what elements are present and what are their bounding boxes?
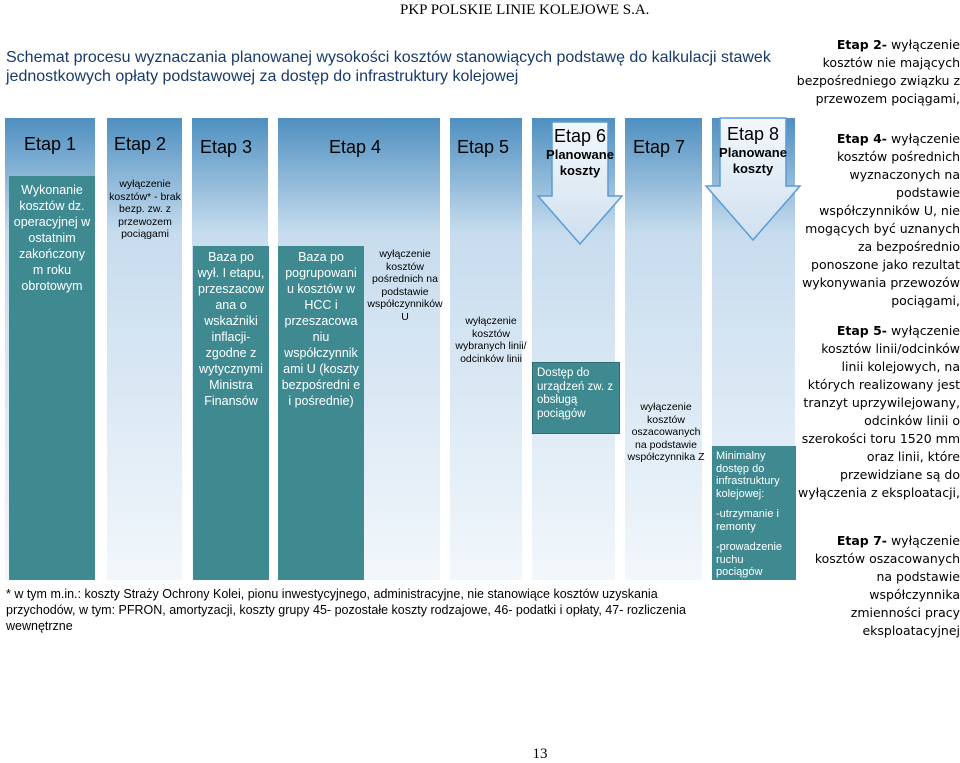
box-stage2: wyłączenie kosztów* - brak bezp. zw. z przewozem pociągami xyxy=(109,178,181,240)
stage-8-label: Etap 8 Planowane koszty xyxy=(719,124,787,176)
stage-3-label: Etap 3 xyxy=(199,137,253,157)
page-header: PKP POLSKIE LINIE KOLEJOWE S.A. xyxy=(400,2,650,18)
side-note-stage4: Etap 4- wyłączenie kosztów pośrednich wyznaczonych na podstawie współczynników U, nie mogących być uznanych za bezpośrednio ponoszone jako rezultat wykonywania przewozów pociągami, xyxy=(802,131,960,308)
box-stage6-access: Dostęp do urządzeń zw. z obsługą pociągów xyxy=(532,362,620,434)
box-stage4: Baza po pogrupowani u kosztów w HCC i przeszacowa niu współczynnik ami U (koszty bezpośredni e i pośrednie) xyxy=(278,246,364,580)
page-number: 13 xyxy=(532,746,548,762)
stage-2-label: Etap 2 xyxy=(113,134,167,154)
separator xyxy=(615,118,625,580)
box-stage3: Baza po wył. I etapu, przeszacow ana o wskaźniki inflacji-zgodne z wytycznymi Ministra Finansów xyxy=(193,246,269,580)
separator xyxy=(268,118,278,580)
stage-6-label: Etap 6 Planowane koszty xyxy=(546,126,614,178)
box-stage1: Wykonanie kosztów dz. operacyjnej w ostatnim zakończony m roku obrotowym xyxy=(9,176,95,580)
side-note-stage7: Etap 7- wyłączenie kosztów oszacowanych na podstawie współczynnika zmienności pracy eksploatacyjnej xyxy=(814,533,960,638)
stage-1-label: Etap 1 xyxy=(23,134,77,154)
stage-4-label: Etap 4 xyxy=(328,137,382,157)
box-stage5-exclusion: wyłączenie kosztów wybranych linii/ odcinków linii xyxy=(455,315,527,365)
box-stage8-minimal-access: Minimalny dostęp do infrastruktury kolejowej: -utrzymanie i remonty -prowadzenie ruchu pociągów xyxy=(712,446,796,580)
separator xyxy=(182,118,192,580)
separator xyxy=(440,118,450,580)
diagram-title: Schemat procesu wyznaczania planowanej wysokości kosztów stanowiących podstawę do kalkulacji stawek jednostkowych opłaty podstawowej za dostęp do infrastruktury kolejowej xyxy=(6,49,771,85)
side-note-stage2: Etap 2- wyłączenie kosztów nie mających bezpośredniego związku z przewozem pociągami, xyxy=(796,37,960,106)
stage-7-label: Etap 7 xyxy=(632,137,686,157)
separator xyxy=(95,118,107,580)
footnote: * w tym m.in.: koszty Straży Ochrony Kolei, pionu inwestycyjnego, administracyjne, nie stanowiące kosztów uzyskania przychodów, w tym: PFRON, amortyzacji, koszty grupy 45- pozostałe koszty rodzajowe, 46- podatki i opłaty, 47- rozliczenia wewnętrzne xyxy=(6,587,686,633)
box-stage7-exclusion: wyłączenie kosztów oszacowanych na podstawie współczynnika Z xyxy=(627,401,705,463)
stage-5-label: Etap 5 xyxy=(456,137,510,157)
side-note-stage5: Etap 5- wyłączenie kosztów linii/odcinków linii kolejowych, na których realizowany jest tranzyt uprzywilejowany, odcinków linii o szerokości toru 1520 mm oraz linii, które przewidziane są do wyłączenia z eksploatacji, xyxy=(797,323,960,500)
box-stage4-exclusion: wyłączenie kosztów pośrednich na podstawie współczynników U xyxy=(367,248,443,323)
